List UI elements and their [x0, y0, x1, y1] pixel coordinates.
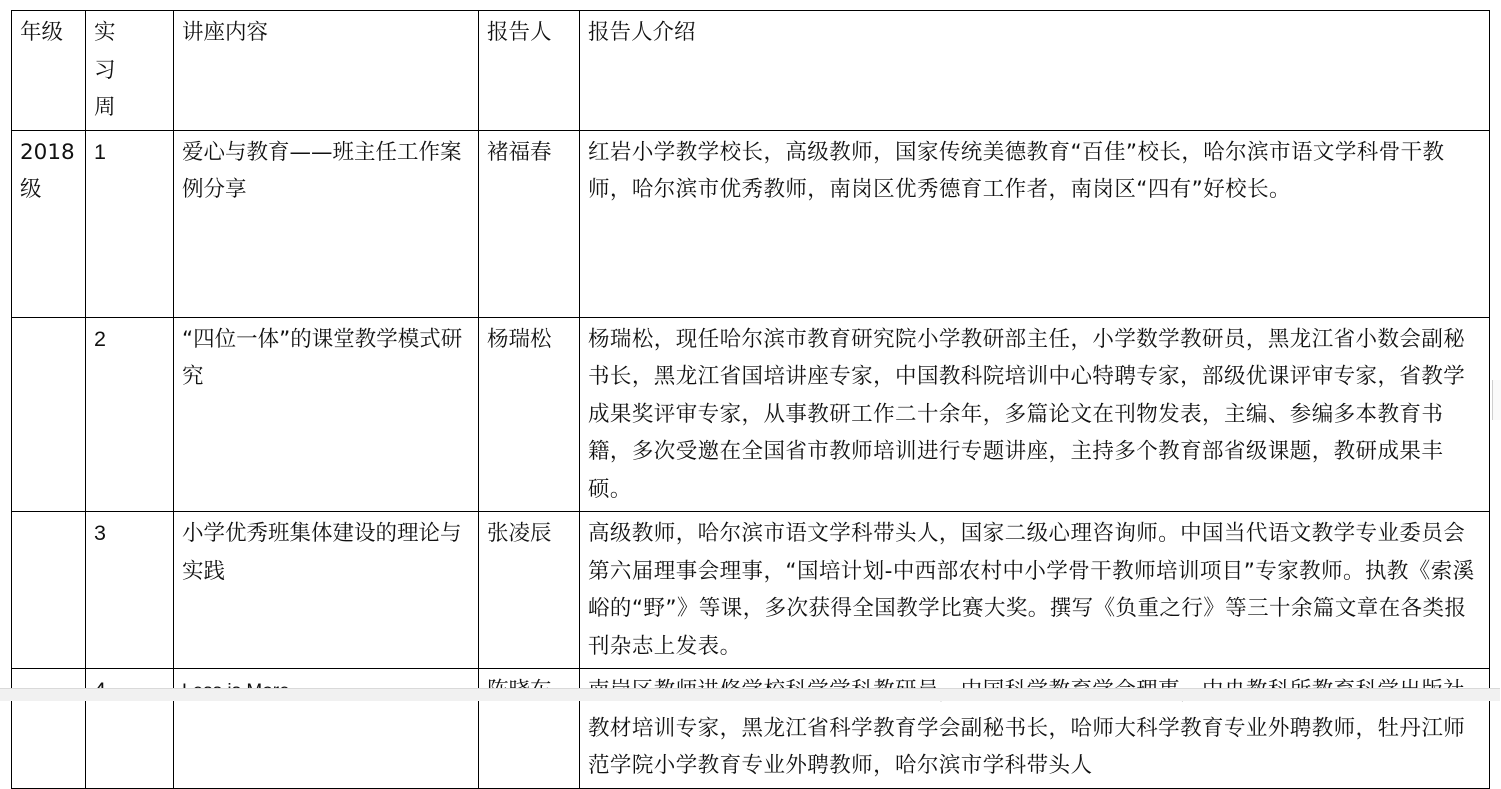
header-bio: 报告人介绍 — [580, 11, 1490, 131]
week-cell — [86, 669, 174, 789]
speaker-cell: 张凌辰 — [479, 512, 580, 669]
week-cell: 3 — [86, 512, 174, 669]
speaker-cell — [479, 669, 580, 789]
page-bottom-edge — [0, 688, 1500, 701]
grade-cell — [12, 669, 86, 789]
bio-cell: 杨瑞松，现任哈尔滨市教育研究院小学教研部主任，小学数学教研员，黑龙江省小数会副秘书长，黑龙江省国培讲座专家，中国教科院培训中心特聘专家，部级优课评审专家，省教学成果奖评审专家，从事教研工作二十余年，多篇论文在刊物发表，主编、参编多本教育书籍，多次受邀在全国省市教师培训进行专题讲座，主持多个教育部省级课题，教研成果丰硕。 — [580, 317, 1490, 512]
week-cell: 1 — [86, 130, 174, 317]
table-header — [12, 11, 1490, 131]
page-edge-marker — [1492, 380, 1501, 420]
header-speaker: 报告人 — [479, 11, 580, 131]
table-row — [12, 512, 1490, 669]
topic-cell: “四位一体”的课堂教学模式研究 — [174, 317, 479, 512]
table-row — [12, 669, 1490, 789]
speaker-cell: 杨瑞松 — [479, 317, 580, 512]
header-row — [12, 11, 1490, 131]
bio-cell: 教材培训专家，黑龙江省科学教育学会副秘书长，哈师大科学教育专业外聘教师，牡丹江师范学院小学教育专业外聘教师，哈尔滨市学科带头人 — [580, 669, 1490, 789]
speaker-cell: 褚福春 — [479, 130, 580, 317]
topic-cell: 爱心与教育——班主任工作案例分享 — [174, 130, 479, 317]
header-topic: 讲座内容 — [174, 11, 479, 131]
bio-cell: 红岩小学教学校长，高级教师，国家传统美德教育“百佳”校长，哈尔滨市语文学科骨干教师，哈尔滨市优秀教师，南岗区优秀德育工作者，南岗区“四有”好校长。 — [580, 130, 1490, 317]
week-cell: 2 — [86, 317, 174, 512]
topic-cell: 小学优秀班集体建设的理论与实践 — [174, 512, 479, 669]
table-row — [12, 130, 1490, 317]
grade-cell — [12, 317, 86, 512]
grade-cell — [12, 512, 86, 669]
bio-cell: 高级教师，哈尔滨市语文学科带头人，国家二级心理咨询师。中国当代语文教学专业委员会第六届理事会理事，“国培计划-中西部农村中小学骨干教师培训项目”专家教师。执教《索溪峪的“野”》等课，多次获得全国教学比赛大奖。撰写《负重之行》等三十余篇文章在各类报刊杂志上发表。 — [580, 512, 1490, 669]
header-grade: 年级 — [12, 11, 86, 131]
header-week: 实习周 — [86, 11, 174, 131]
table-row — [12, 317, 1490, 512]
grade-cell: 2018级 — [12, 130, 86, 317]
lecture-schedule-table — [11, 10, 1490, 789]
topic-cell — [174, 669, 479, 789]
